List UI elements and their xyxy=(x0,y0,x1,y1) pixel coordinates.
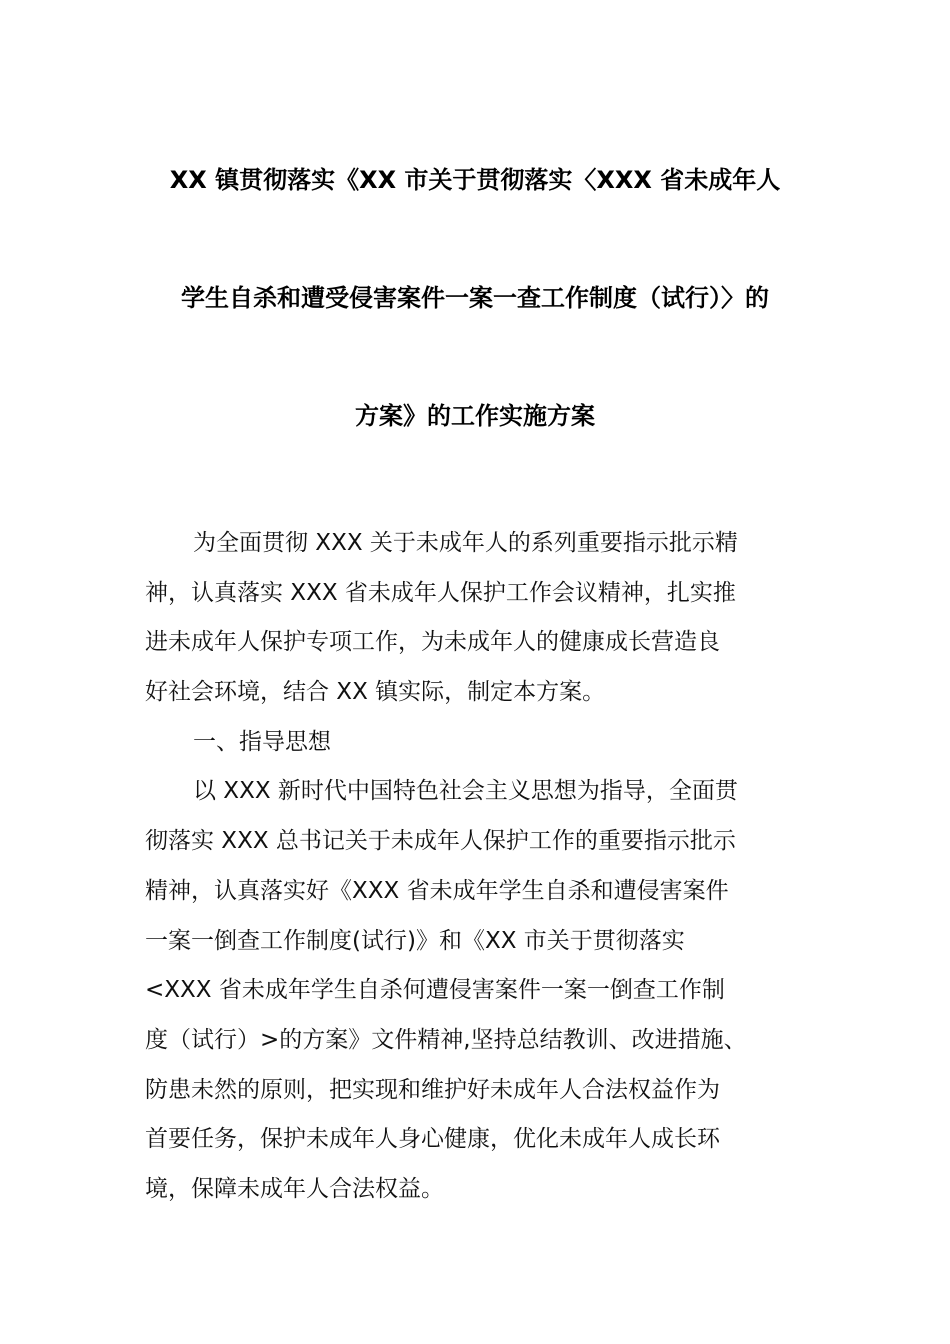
paragraph-guiding-line-8: 首要任务，保护未成年人身心健康，优化未成年人成长环 xyxy=(145,1126,720,1153)
section-heading-guiding-ideology: 一、指导思想 xyxy=(193,728,331,755)
document-title-line-1: XX 镇贯彻落实《XX 市关于贯彻落实〈XXX 省未成年人 xyxy=(169,166,781,194)
document-title-line-3: 方案》的工作实施方案 xyxy=(355,402,595,430)
paragraph-guiding-line-9: 境，保障未成年人合法权益。 xyxy=(145,1175,444,1202)
paragraph-intro-line-2: 神，认真落实 XXX 省未成年人保护工作会议精神，扎实推 xyxy=(145,579,736,606)
paragraph-guiding-line-7: 防患未然的原则，把实现和维护好未成年人合法权益作为 xyxy=(145,1076,720,1103)
paragraph-guiding-line-5: <XXX 省未成年学生自杀何遭侵害案件一案一倒查工作制 xyxy=(145,977,725,1004)
paragraph-guiding-line-4: 一案一倒查工作制度(试行)》和《XX 市关于贯彻落实 xyxy=(145,927,685,954)
paragraph-guiding-line-6: 度（试行）>的方案》文件精神,坚持总结教训、改进措施、 xyxy=(145,1026,747,1053)
document-title-line-2: 学生自杀和遭受侵害案件一案一查工作制度（试行）〉的 xyxy=(181,284,769,312)
paragraph-guiding-line-1: 以 XXX 新时代中国特色社会主义思想为指导，全面贯 xyxy=(193,778,738,805)
paragraph-intro-line-3: 进未成年人保护专项工作，为未成年人的健康成长营造良 xyxy=(145,629,720,656)
document-body xyxy=(145,519,835,1215)
paragraph-guiding-line-2: 彻落实 XXX 总书记关于未成年人保护工作的重要指示批示 xyxy=(145,828,736,855)
paragraph-guiding-line-3: 精神，认真落实好《XXX 省未成年学生自杀和遭侵害案件 xyxy=(145,877,729,904)
paragraph-intro-line-1: 为全面贯彻 XXX 关于未成年人的系列重要指示批示精 xyxy=(193,530,738,556)
paragraph-intro-line-4: 好社会环境，结合 XX 镇实际，制定本方案。 xyxy=(145,679,606,706)
